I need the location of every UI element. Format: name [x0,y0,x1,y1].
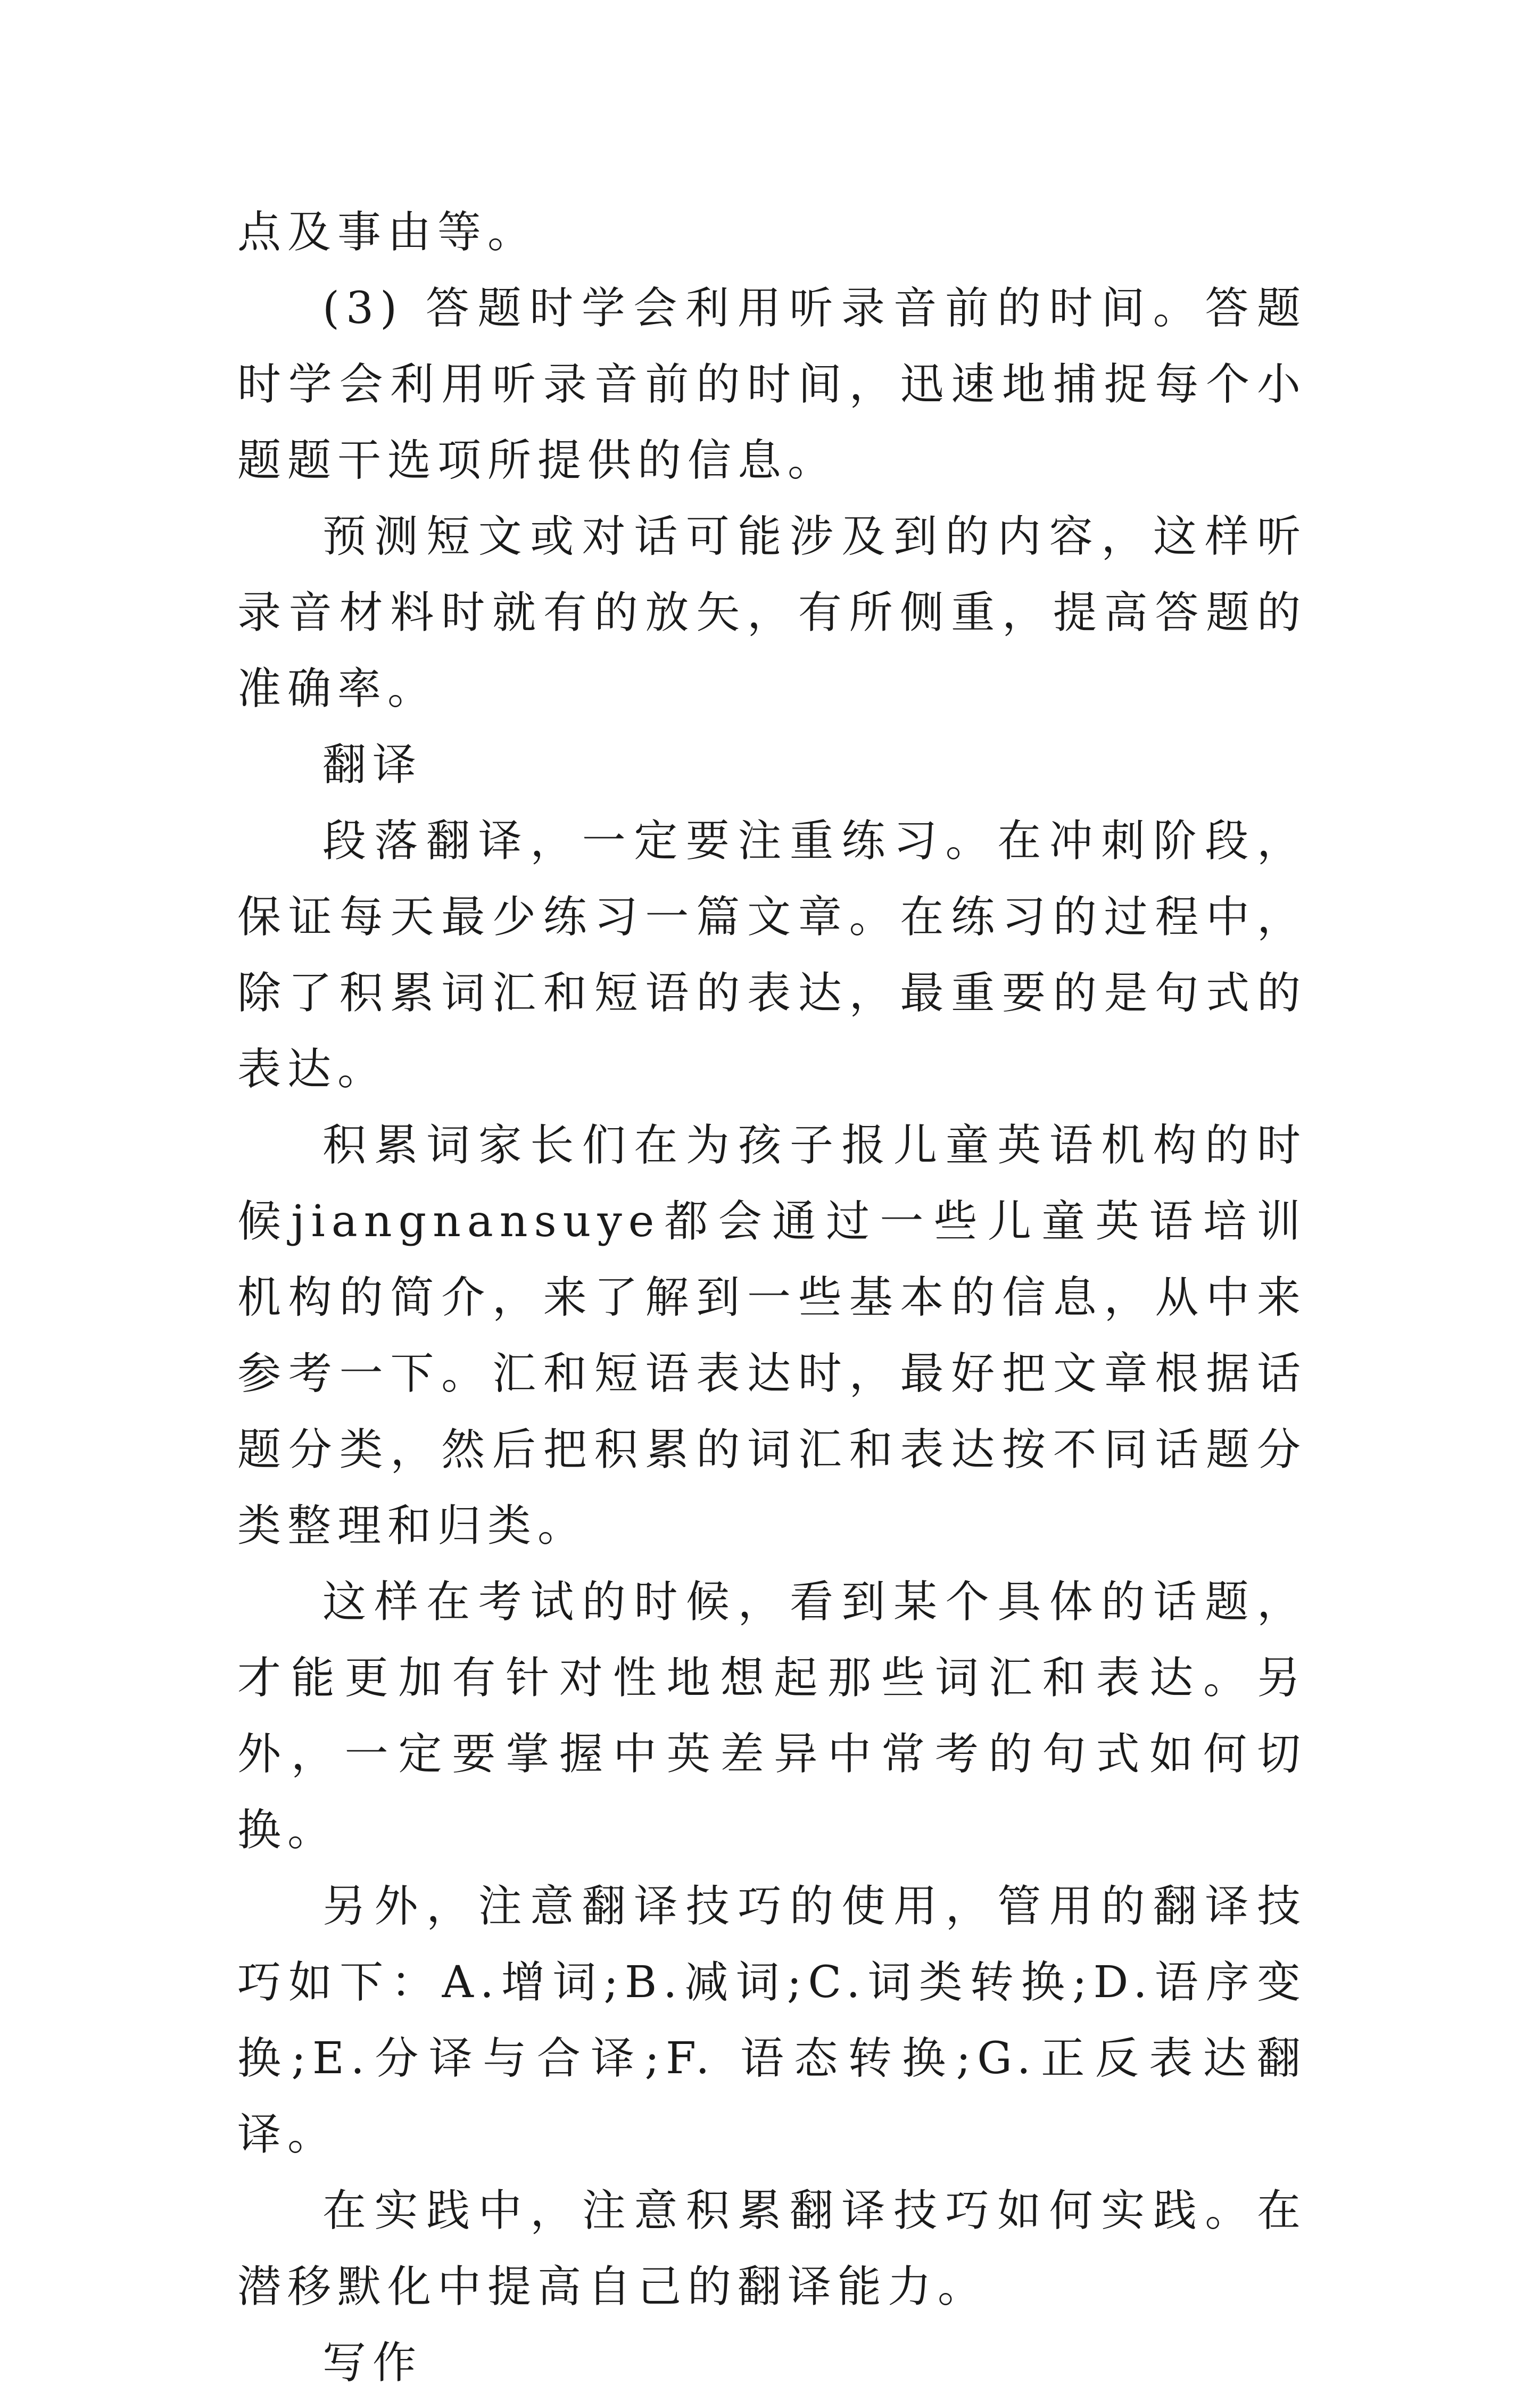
document-body [237,194,1307,2401]
paragraph-vocabulary-accumulation: 积累词家长们在为孩子报儿童英语机构的时候jiangnansuye都会通过一些儿童英语培训机构的简介，来了解到一些基本的信息，从中来参考一下。汇和短语表达时，最好把文章根据话题分类，然后把积累的词汇和表达按不同话题分类整理和归类。 [237,1120,1307,1551]
paragraph-practice-techniques: 在实践中，注意积累翻译技巧如何实践。在潜移默化中提高自己的翻译能力。 [237,2185,1307,2312]
paragraph-translation-techniques: 另外，注意翻译技巧的使用，管用的翻译技巧如下：A.增词;B.减词;C.词类转换;D.语序变换;E.分译与合译;F. 语态转换;G.正反表达翻译。 [237,1881,1307,2160]
section-heading-translation: 翻译 [322,740,423,790]
paragraph-listening-tip-3: (3) 答题时学会利用听录音前的时间。答题时学会利用听录音前的时间，迅速地捕捉每个小题题干选项所提供的信息。 [237,283,1307,486]
section-heading-writing: 写作 [322,2338,423,2388]
paragraph-continuation: 点及事由等。 [237,207,538,258]
paragraph-prediction: 预测短文或对话可能涉及到的内容，这样听录音材料时就有的放矢，有所侧重，提高答题的准确率。 [237,511,1307,714]
paragraph-topic-exam: 这样在考试的时候，看到某个具体的话题，才能更加有针对性地想起那些词汇和表达。另外，一定要掌握中英差异中常考的句式如何切换。 [237,1577,1307,1856]
paragraph-translation-practice: 段落翻译，一定要注重练习。在冲刺阶段，保证每天最少练习一篇文章。在练习的过程中，除了积累词汇和短语的表达，最重要的是句式的表达。 [237,816,1307,1095]
